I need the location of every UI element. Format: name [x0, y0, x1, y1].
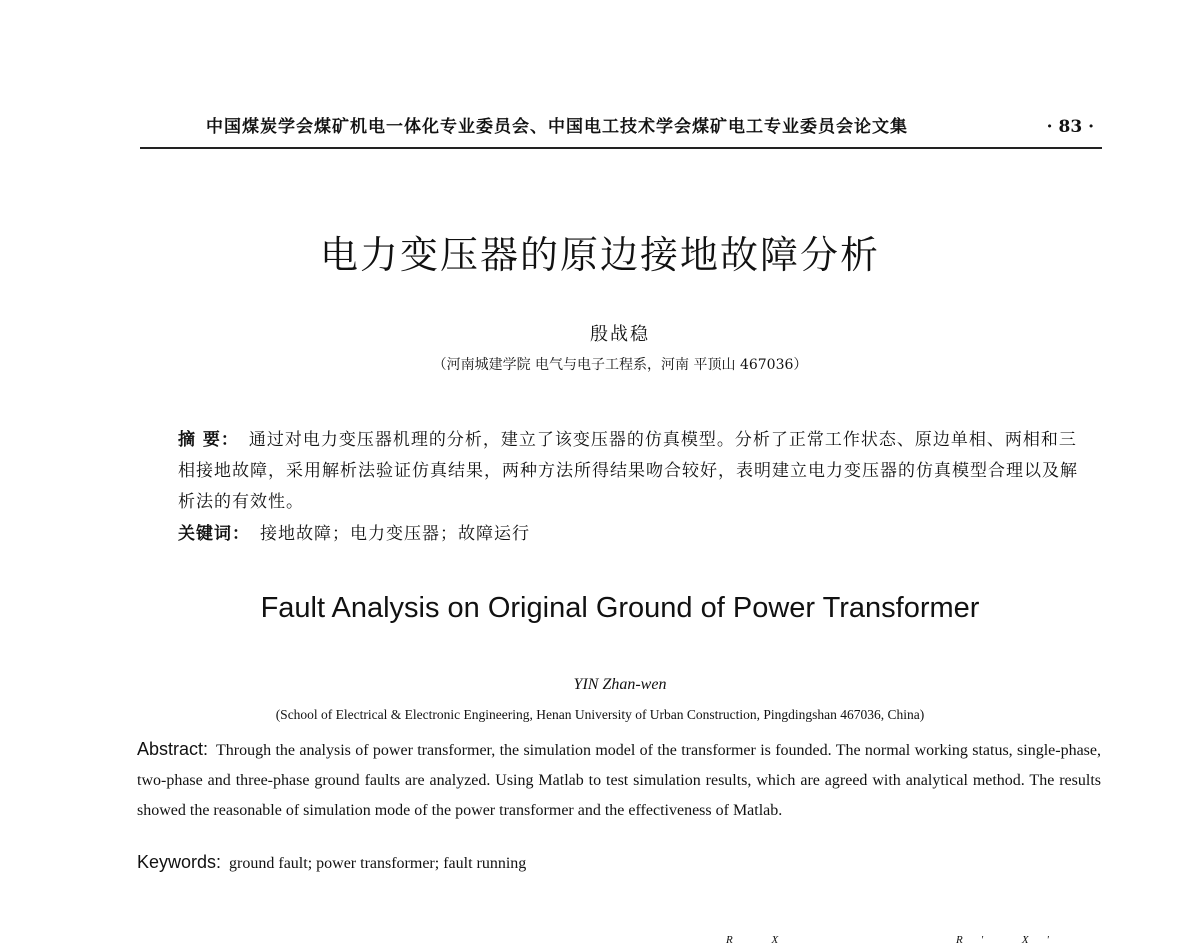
- abstract-en-label: Abstract:: [137, 739, 209, 759]
- keywords-cn-text: 接地故障；电力变压器；故障运行: [260, 524, 530, 544]
- abstract-en-text: Through the analysis of power transformer, the simulation model of the transformer is founded. The normal working status, single-phase, two-phase and three-phase ground faults are analyzed. Using Matlab to test simulation results, which are agreed with analytical method. The results showed the reasonable of simulation mode of the power transformer and the effectiveness of Matlab.: [137, 742, 1101, 819]
- keywords-cn: [178, 519, 1078, 544]
- abstract-cn-text: 通过对电力变压器机理的分析，建立了该变压器的仿真模型。分析了正常工作状态、原边单相、两相和三相接地故障，采用解析法验证仿真结果，两种方法所得结果吻合较好，表明建立电力变压器的仿真模型合理以及解析法的有效性。: [178, 430, 1078, 512]
- keywords-cn-label: 关键词：: [178, 524, 250, 544]
- author-cn: 殷战稳: [590, 324, 650, 345]
- conference-name: 中国煤炭学会煤矿机电一体化专业委员会、中国电工技术学会煤矿电工专业委员会论文集: [206, 117, 908, 137]
- running-header: [140, 112, 1102, 149]
- abstract-cn: [178, 425, 1078, 518]
- affiliation-cn: （河南城建学院 电气与电子工程系，河南 平顶山 467036）: [432, 357, 808, 373]
- keywords-en-label: Keywords:: [137, 852, 222, 872]
- abstract-en: [137, 734, 1101, 826]
- keywords-en-text: ground fault; power transformer; fault running: [229, 855, 527, 872]
- author-en: YIN Zhan-wen: [573, 676, 667, 693]
- affiliation-en: (School of Electrical & Electronic Engineering, Henan University of Urban Construction, Pingdingshan 467036, China): [275, 707, 925, 722]
- circuit-label-left: R X: [726, 934, 797, 946]
- abstract-cn-label: 摘 要：: [178, 430, 239, 450]
- page-number: · 83 ·: [1046, 117, 1094, 137]
- paper-title-en: Fault Analysis on Original Ground of Power Transformer: [260, 592, 980, 624]
- paper-title-cn: 电力变压器的原边接地故障分析: [319, 233, 880, 277]
- circuit-label-right: R' X': [956, 934, 1067, 946]
- keywords-en: [137, 852, 1101, 873]
